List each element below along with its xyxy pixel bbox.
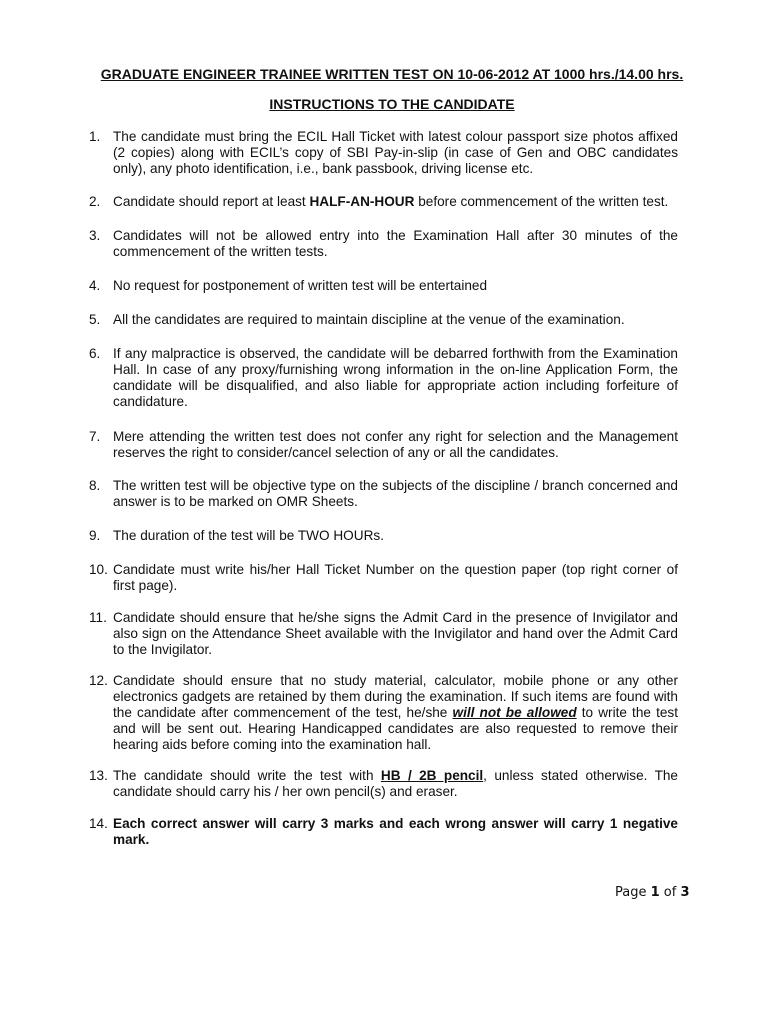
item-number: 12. xyxy=(89,673,108,688)
item-text-part: Candidate should ensure that no study material, calculator, mobile phone or any other electronics gadgets are retained by them during the examination. If such items are found with the candidate after commencement of the test, he/she xyxy=(113,673,678,720)
item-text: Candidate must write his/her Hall Ticket Number on the question paper (top right corner of first page). xyxy=(113,562,678,593)
item-number: 4. xyxy=(89,278,101,293)
item-number: 7. xyxy=(89,429,101,444)
item-text: All the candidates are required to maintain discipline at the venue of the examination. xyxy=(113,312,625,327)
item-text: Candidates will not be allowed entry into the Examination Hall after 30 minutes of the commencement of the written tests. xyxy=(113,228,678,259)
list-item xyxy=(89,129,678,177)
document-subtitle: INSTRUCTIONS TO THE CANDIDATE xyxy=(269,96,515,112)
item-number: 5. xyxy=(89,312,101,327)
item-text: If any malpractice is observed, the candidate will be debarred forthwith from the Examination Hall. In case of any proxy/furnishing wrong information in the on-line Application Form, the candidate will be disqualified, and also liable for appropriate action including forfeiture of candidature. xyxy=(113,346,678,409)
list-item xyxy=(89,768,678,800)
page-separator: of xyxy=(659,885,681,900)
list-item xyxy=(89,278,678,294)
list-item xyxy=(89,478,678,510)
item-emphasis: Each correct answer will carry 3 marks and each wrong answer will carry 1 negative mark. xyxy=(113,816,678,847)
list-item xyxy=(89,429,678,461)
item-text-part: to write the test and will be sent out. Hearing Handicapped candidates are also requested to remove their hearing aids before coming into the examination hall. xyxy=(113,705,678,752)
item-text: Candidate should ensure that he/she signs the Admit Card in the presence of Invigilator and also sign on the Attendance Sheet available with the Invigilator and hand over the Admit Card to the Invigilator. xyxy=(113,610,678,657)
item-number: 9. xyxy=(89,528,101,543)
item-number: 14. xyxy=(89,816,108,831)
item-text-part: before commencement of the written test. xyxy=(414,194,669,209)
item-number: 13. xyxy=(89,768,108,783)
item-text: The duration of the test will be TWO HOURs. xyxy=(113,528,384,543)
page-label: Page xyxy=(615,885,651,900)
list-item xyxy=(89,562,678,594)
item-number: 11. xyxy=(89,610,107,625)
document-title: GRADUATE ENGINEER TRAINEE WRITTEN TEST ON 10-06-2012 AT 1000 hrs./14.00 hrs. xyxy=(100,66,684,82)
total-pages: 3 xyxy=(680,885,690,900)
item-emphasis: HB / 2B pencil xyxy=(380,768,484,783)
item-text-part: The candidate should write the test with xyxy=(113,768,381,783)
item-text: No request for postponement of written test will be entertained xyxy=(113,278,488,293)
item-number: 3. xyxy=(89,228,101,243)
item-number: 8. xyxy=(89,478,101,493)
item-text: The written test will be objective type on the subjects of the discipline / branch concerned and answer is to be marked on OMR Sheets. xyxy=(113,478,678,509)
item-text xyxy=(113,768,678,800)
item-text: The candidate must bring the ECIL Hall Ticket with latest colour passport size photos affixed (2 copies) along with ECIL’s copy of SBI Pay-in-slip (in case of Gen and OBC candidates only), any photo identification, i.e., bank passbook, driving license etc. xyxy=(113,129,678,176)
item-text-part: , unless stated otherwise. The candidate should carry his / her own pencil(s) and eraser. xyxy=(113,768,678,799)
list-item xyxy=(89,673,678,753)
item-emphasis: HALF-AN-HOUR xyxy=(309,194,415,209)
item-number: 1. xyxy=(89,129,101,144)
list-item xyxy=(89,816,678,848)
current-page: 1 xyxy=(650,885,660,900)
item-number: 6. xyxy=(89,346,101,361)
item-text xyxy=(113,816,678,848)
item-number: 10. xyxy=(89,562,108,577)
list-item xyxy=(89,228,678,260)
item-text xyxy=(113,194,678,210)
list-item xyxy=(89,610,678,658)
item-text: Mere attending the written test does not confer any right for selection and the Management reserves the right to consider/cancel selection of any or all the candidates. xyxy=(113,429,678,460)
list-item xyxy=(89,346,678,410)
list-item xyxy=(89,528,678,544)
list-item xyxy=(89,312,678,328)
item-text xyxy=(113,673,678,753)
item-number: 2. xyxy=(89,194,101,209)
page-number xyxy=(615,885,690,900)
item-text-part: Candidate should report at least xyxy=(113,194,310,209)
item-emphasis: will not be allowed xyxy=(452,705,577,720)
list-item xyxy=(89,194,678,210)
